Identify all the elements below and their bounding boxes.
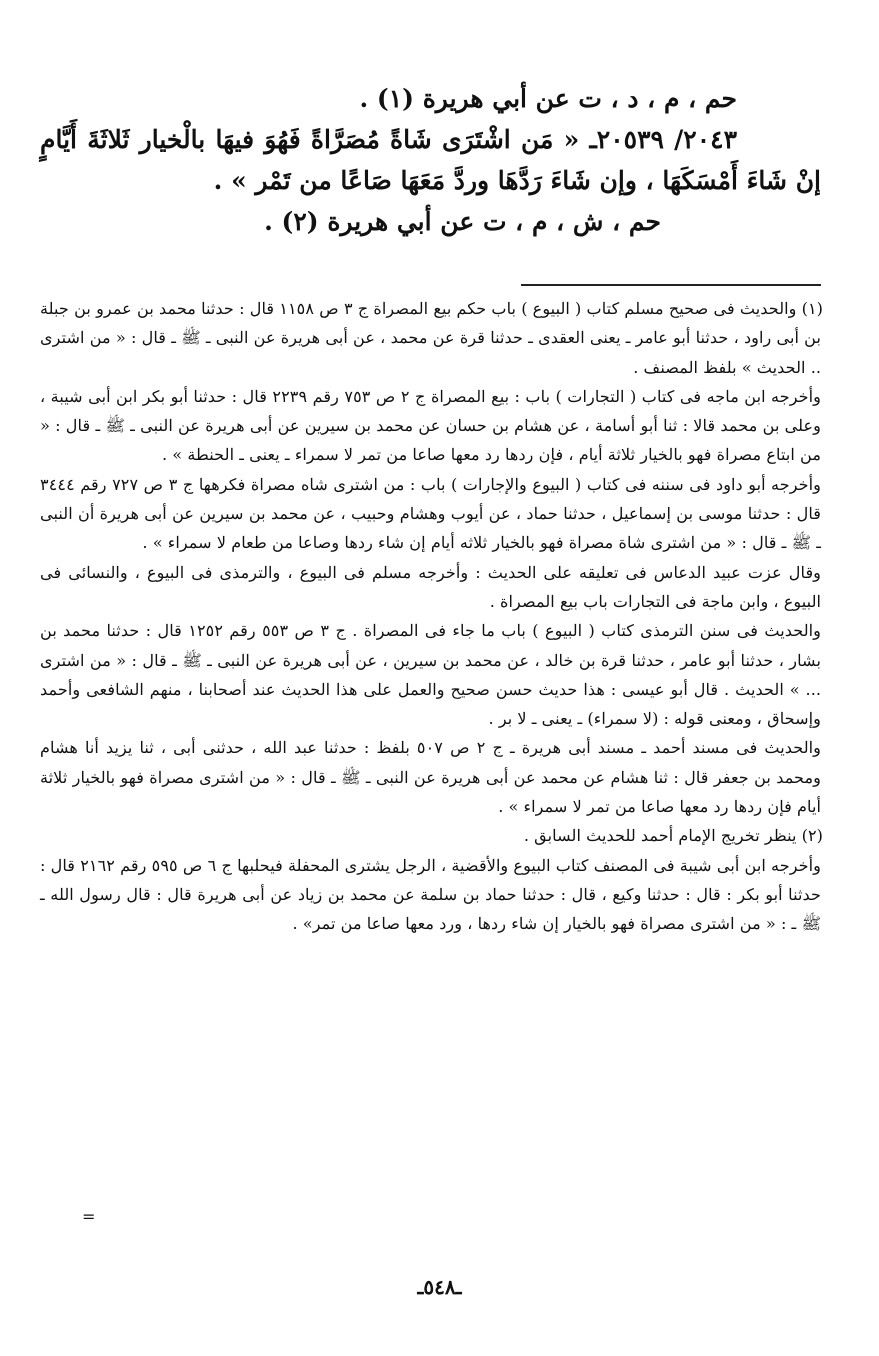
footnote-2-paragraph: (٢) ينظر تخريج الإمام أحمد للحديث السابق . bbox=[523, 826, 823, 846]
footnotes bbox=[40, 294, 821, 939]
source-line-1: حم ، م ، د ، ت عن أبي هريرة (١) . bbox=[359, 84, 737, 113]
footnote-1-paragraph: وأخرجه أبو داود فى سننه فى كتاب ( البيوع والإجارات ) باب : من اشترى شاه مصراة فكرهها ج ٣ ص ٧٢٧ رقم ٣٤٤٤ قال : حدثنا موسى بن إسماعيل ، حدثنا حماد ، عن أيوب وهشام وحبيب ، عن محمد بن سيرين عن أبى هريرة أن النبى ـ ﷺ ـ قال : « من اشترى شاة مصراة فهو بالخيار ثلاثه أيام إن شاء ردها وصاعا من طعام لا سمراء » . bbox=[40, 474, 821, 553]
book-page bbox=[40, 78, 821, 1356]
footnote-separator bbox=[521, 284, 821, 286]
footnote-1-paragraph: والحديث فى مسند أحمد ـ مسند أبى هريرة ـ ج ٢ ص ٥٠٧ بلفظ : حدثنا عبد الله ، حدثنى أبى ، ثنا يزيد أنا هشام ومحمد بن جعفر قال : ثنا هشام عن محمد عن أبى هريرة عن النبى ـ ﷺ ـ قال : « من اشترى مصراة فهو بالخيار ثلاثة أيام فإن ردها رد معها صاعا من تمر لا سمراء » . bbox=[40, 738, 821, 817]
footnote-2-paragraph: وأخرجه ابن أبى شيبة فى المصنف كتاب البيوع والأقضية ، الرجل يشترى المحفلة فيحلبها ج ٦ ص ٥٩٥ رقم ٢١٦٢ قال : حدثنا أبو بكر : قال : حدثنا وكيع ، قال : حدثنا حماد بن سلمة عن محمد بن زياد عن أبى هريرة قال : قال رسول الله ـ ﷺ ـ : « من اشترى مصراة فهو بالخيار إن شاء ردها ، ورد معها صاعا من تمر» . bbox=[40, 855, 821, 934]
page-number: ـ٥٤٨ـ bbox=[417, 1275, 462, 1299]
source-line-2: حم ، ش ، م ، ت عن أبي هريرة (٢) . bbox=[264, 207, 661, 236]
footnote-1-paragraph: (١) والحديث فى صحيح مسلم كتاب ( البيوع ) باب حكم بيع المصراة ج ٣ ص ١١٥٨ قال : حدثنا محمد بن عمرو بن جبلة بن أبى راود ، حدثنا أبو عامر ـ يعنى العقدى ـ حدثنا قرة عن محمد ، عن أبى هريرة عن النبى ـ ﷺ ـ قال : « من اشترى .. الحديث » بلفظ المصنف . bbox=[40, 299, 823, 377]
footnote-1-paragraph: وقال عزت عبيد الدعاس فى تعليقه على الحديث : وأخرجه مسلم فى البيوع ، والترمذى فى البيوع ، والنسائى فى البيوع ، وابن ماجة فى التجارات باب بيع المصراة . bbox=[40, 562, 821, 611]
main-text bbox=[40, 78, 821, 242]
footnote-1-paragraph: والحديث فى سنن الترمذى كتاب ( البيوع ) باب ما جاء فى المصراة . ج ٣ ص ٥٥٣ رقم ١٢٥٢ قال : حدثنا محمد بن بشار ، حدثنا أبو عامر ، حدثنا قرة بن خالد ، عن محمد بن سيرين ، عن أبى هريرة عن النبى ـ ﷺ ـ قال : « من اشترى ... » الحديث . قال أبو عيسى : هذا حديث حسن صحيح والعمل على هذا الحديث عند أصحابنا ، منهم الشافعى وأحمد وإسحاق ، ومعنى قوله : (لا سمراء) ـ يعنى ـ لا بر . bbox=[40, 621, 821, 729]
continuation-mark: = bbox=[82, 1207, 96, 1226]
hadith-text: ٢٠٤٣/ ٢٠٥٣٩ـ « مَن اشْتَرَى شَاةً مُصَرَّاةً فَهُوَ فيهَا بالْخيار ثَلاثَةَ أَيَّامٍ إنْ شَاءَ أَمْسَكَهَا ، وإن شَاءَ رَدَّهَا وردَّ مَعَهَا صَاعًا من تَمْر » . bbox=[40, 125, 821, 195]
footnote-1-paragraph: وأخرجه ابن ماجه فى كتاب ( التجارات ) باب : بيع المصراة ج ٢ ص ٧٥٣ رقم ٢٢٣٩ قال : حدثنا أبو بكر ابن أبى شيبة ، وعلى بن محمد قالا : ثنا أبو أسامة ، عن هشام بن حسان عن محمد بن سيرين عن أبى هريرة عن النبى ـ ﷺ ـ قال : « من ابتاع مصراة فهو بالخيار ثلاثة أيام ، فإن ردها رد معها صاعا من تمر لا سمراء ـ يعنى ـ الحنطة » . bbox=[40, 386, 821, 465]
